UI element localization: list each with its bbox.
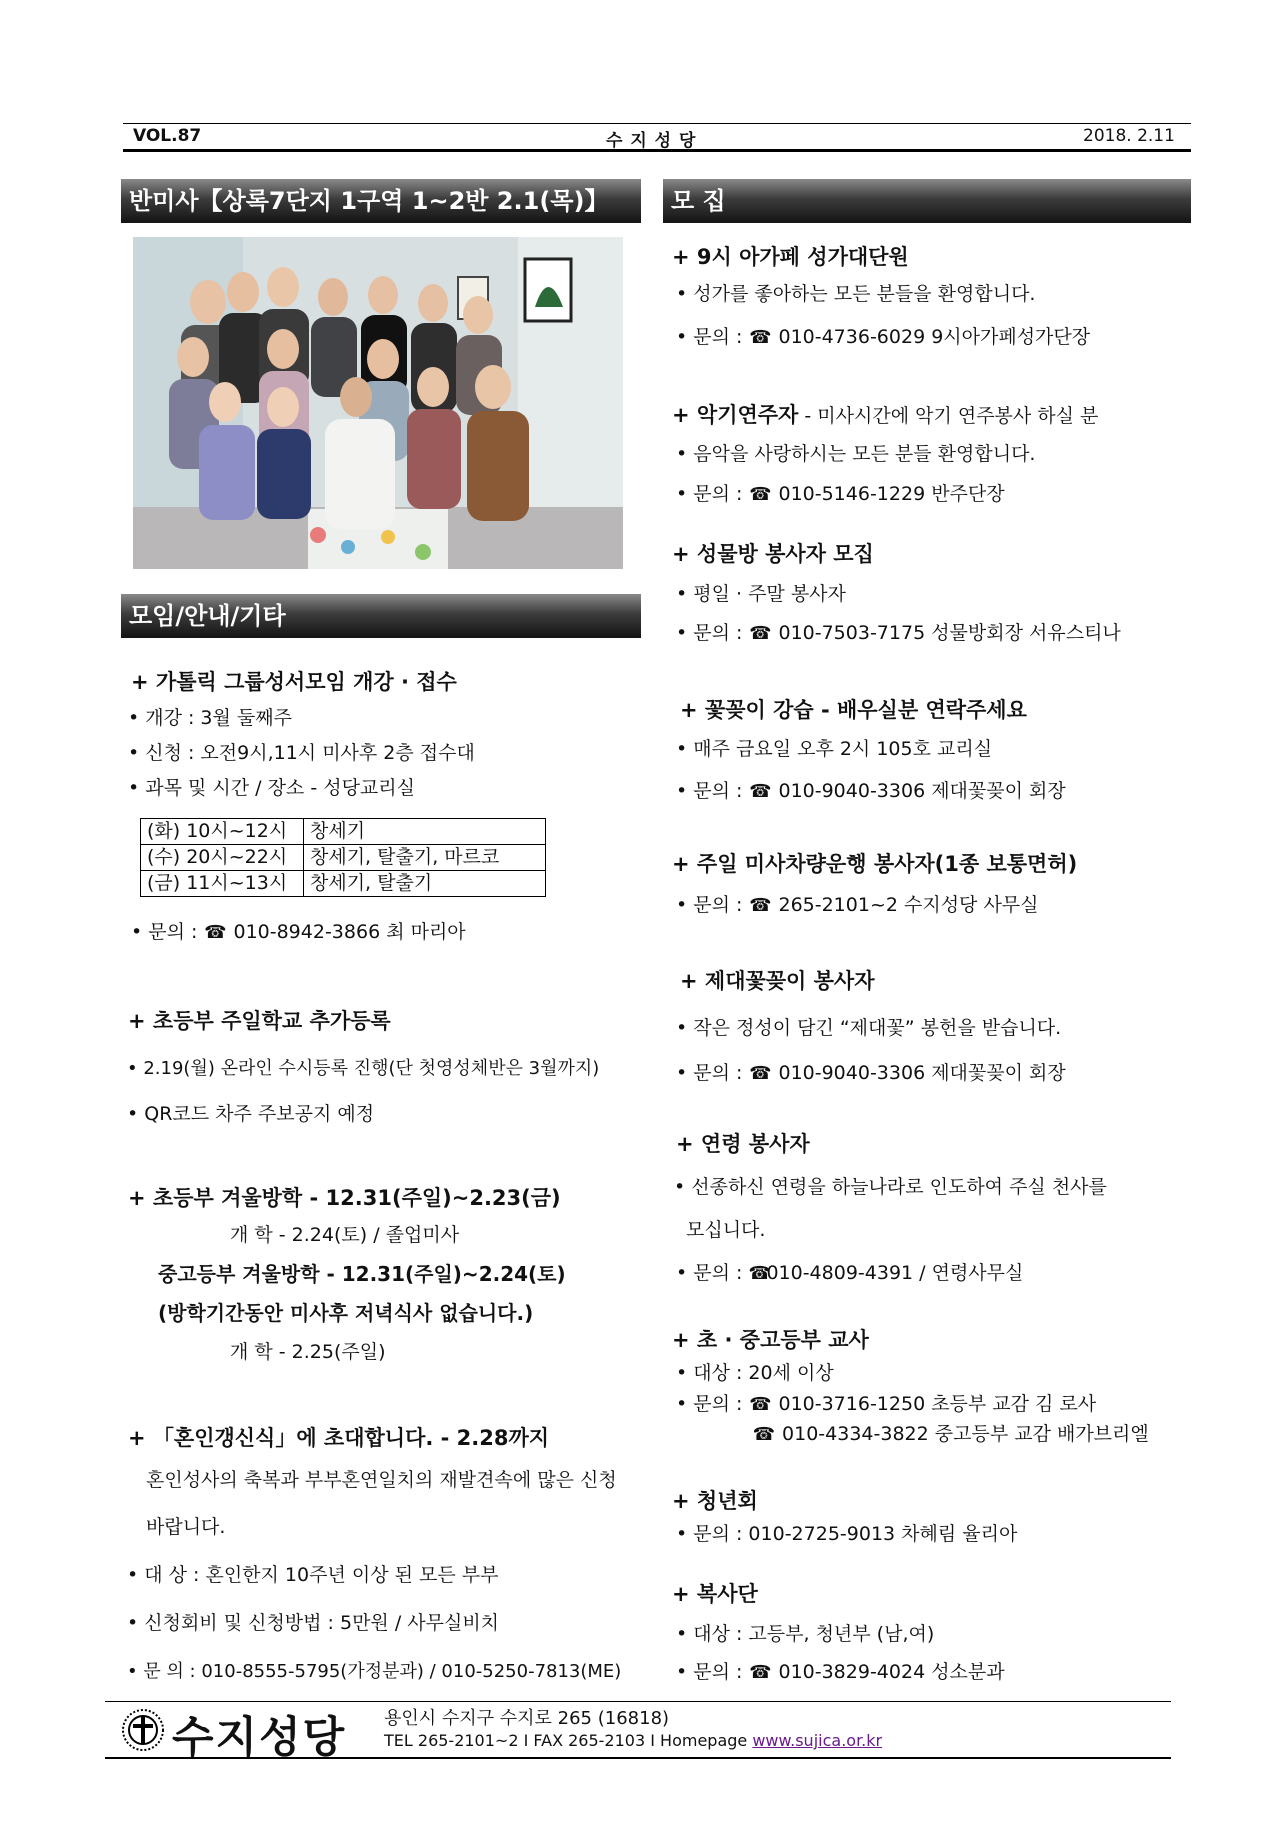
table-cell: (금) 11시~13시 <box>141 871 304 897</box>
altar-flower-contact <box>676 1061 1066 1086</box>
footer-contact <box>384 1731 882 1750</box>
telephone-icon: ☎ <box>204 922 227 943</box>
funeral-line2: 모십니다. <box>686 1219 766 1241</box>
altar-servers-contact <box>676 1660 1005 1685</box>
footer-bottom-rule <box>105 1757 1171 1759</box>
header-top-rule <box>123 123 1191 124</box>
vacation-notice: (방학기간동안 미사후 저녁식사 없습니다.) <box>158 1301 534 1325</box>
contact-text: 265-2101~2 수지성당 사무실 <box>772 894 1039 916</box>
youth-contact: • 문의 : 010-2725-9013 차혜림 율리아 <box>676 1523 1018 1545</box>
footer-top-rule <box>105 1701 1171 1702</box>
contact-text: 010-5146-1229 반주단장 <box>772 483 1005 505</box>
driver-contact <box>676 893 1039 918</box>
contact-text: 010-9040-3306 제대꽃꽂이 회장 <box>772 780 1066 802</box>
bible-apply-line: • 신청 : 오전9시,11시 미사후 2층 접수대 <box>128 742 475 764</box>
instrument-contact <box>676 482 1005 507</box>
funeral-title: + 연령 봉사자 <box>676 1132 810 1156</box>
funeral-contact <box>676 1261 1023 1286</box>
mass-banner: 반미사【상록7단지 1구역 1~2반 2.1(목)】 <box>121 179 641 223</box>
telephone-icon: ☎ <box>749 781 772 802</box>
vacation-reopen-elementary: 개 학 - 2.24(토) / 졸업미사 <box>230 1224 460 1246</box>
table-cell: (수) 20시~22시 <box>141 845 304 871</box>
renewal-desc-1: 혼인성사의 축복과 부부혼연일치의 재발견속에 많은 신청 <box>146 1469 617 1491</box>
instrument-title <box>672 402 1098 428</box>
telephone-icon: ☎ <box>749 895 772 916</box>
contact-text: 010-8942-3866 최 마리아 <box>227 921 466 943</box>
bible-contact <box>131 920 466 945</box>
bible-subject-line: • 과목 및 시간 / 장소 - 성당교리실 <box>128 777 415 799</box>
driver-title: + 주일 미사차량운행 봉사자(1종 보통면허) <box>672 852 1078 876</box>
sunday-school-line1: • 2.19(월) 온라인 수시등록 진행(단 첫영성체반은 3월까지) <box>127 1058 600 1079</box>
recruit-banner: 모 집 <box>663 179 1191 223</box>
table-cell: 창세기, 탈출기, 마르코 <box>304 845 546 871</box>
newsletter-title: 수 지 성 당 <box>606 131 697 151</box>
contact-text: 010-9040-3306 제대꽃꽂이 회장 <box>772 1062 1066 1084</box>
homepage-link[interactable]: www.sujica.or.kr <box>752 1731 883 1750</box>
instrument-title-bold: + 악기연주자 <box>672 403 799 427</box>
contact-text: 010-4736-6029 9시아가페성가단장 <box>772 326 1091 348</box>
renewal-desc-2: 바랍니다. <box>146 1516 226 1538</box>
vacation-title: + 초등부 겨울방학 - 12.31(주일)~2.23(금) <box>128 1186 561 1210</box>
contact-prefix: • 문의 : <box>676 622 749 644</box>
header-bottom-rule <box>123 149 1191 152</box>
youth-title: + 청년회 <box>672 1489 758 1513</box>
church-cross-logo <box>120 1707 166 1753</box>
telephone-icon: ☎ <box>749 623 772 644</box>
bible-group-title: + 가톨릭 그룹성서모임 개강 · 접수 <box>131 670 457 694</box>
contact-prefix: • 문의 : <box>676 780 749 802</box>
sacristy-contact <box>676 621 1121 646</box>
contact-prefix: • 문의 : <box>676 326 749 348</box>
telephone-icon: ☎ <box>749 1662 772 1683</box>
choir-contact <box>676 325 1090 350</box>
table-cell: (화) 10시~12시 <box>141 819 304 845</box>
footer-church-name: 수지성당 <box>172 1713 347 1763</box>
altar-flower-title: + 제대꽃꽂이 봉사자 <box>680 969 875 993</box>
telephone-icon: ☎ <box>752 1424 776 1445</box>
vacation-secondary: 중고등부 겨울방학 - 12.31(주일)~2.24(토) <box>158 1262 566 1286</box>
contact-prefix: • 문의 : <box>676 894 749 916</box>
funeral-line1: • 선종하신 연령을 하늘나라로 인도하여 주실 천사를 <box>674 1176 1107 1198</box>
teacher-contact-1 <box>676 1392 1096 1417</box>
meeting-banner: 모임/안내/기타 <box>121 594 641 638</box>
telephone-icon: ☎ <box>749 1394 772 1415</box>
contact-prefix: • 문의 : <box>676 1393 749 1415</box>
instrument-line1: • 음악을 사랑하시는 모든 분들 환영합니다. <box>676 443 1036 465</box>
sacristy-title: + 성물방 봉사자 모집 <box>672 542 874 566</box>
telephone-icon: ☎ <box>749 484 772 505</box>
sacristy-line1: • 평일 · 주말 봉사자 <box>676 583 846 605</box>
renewal-title: + 「혼인갱신식」에 초대합니다. - 2.28까지 <box>128 1426 550 1450</box>
contact-text: 010-7503-7175 성물방회장 서유스티나 <box>772 622 1121 644</box>
contact-text: 010-3829-4024 성소분과 <box>772 1661 1005 1683</box>
volume-number: VOL.87 <box>133 126 202 146</box>
contact-prefix: • 문의 : <box>676 1661 749 1683</box>
choir-line1: • 성가를 좋아하는 모든 분들을 환영합니다. <box>676 283 1036 305</box>
group-photo <box>133 237 623 569</box>
renewal-target: • 대 상 : 혼인한지 10주년 이상 된 모든 부부 <box>127 1564 499 1586</box>
altar-servers-line1: • 대상 : 고등부, 청년부 (남,여) <box>676 1623 935 1645</box>
footer-address: 용인시 수지구 수지로 265 (16818) <box>384 1708 670 1729</box>
table-row <box>141 871 546 897</box>
footer-phone-fax: TEL 265-2101~2 I FAX 265-2103 I Homepage <box>384 1731 753 1750</box>
teacher-contact-2 <box>752 1422 1149 1447</box>
table-cell: 창세기, 탈출기 <box>304 871 546 897</box>
bible-start-line: • 개강 : 3월 둘째주 <box>128 707 292 729</box>
contact-text: 010-4809-4391 / 연령사무실 <box>766 1262 1024 1284</box>
bible-schedule-table <box>140 818 546 897</box>
teacher-title: + 초 · 중고등부 교사 <box>672 1328 869 1352</box>
contact-prefix: • 문의 : <box>676 1262 749 1284</box>
flower-contact <box>676 779 1066 804</box>
table-row <box>141 819 546 845</box>
sunday-school-title: + 초등부 주일학교 추가등록 <box>128 1009 391 1033</box>
renewal-fee: • 신청회비 및 신청방법 : 5만원 / 사무실비치 <box>127 1612 500 1634</box>
contact-prefix: • 문의 : <box>676 483 749 505</box>
altar-flower-line1: • 작은 정성이 담긴 “제대꽃” 봉헌을 받습니다. <box>676 1017 1062 1039</box>
teacher-line1: • 대상 : 20세 이상 <box>676 1362 834 1384</box>
altar-servers-title: + 복사단 <box>672 1582 758 1606</box>
vacation-reopen-secondary: 개 학 - 2.25(주일) <box>230 1341 386 1363</box>
telephone-icon: ☎ <box>748 1263 771 1284</box>
flower-title: + 꽃꽂이 강습 - 배우실분 연락주세요 <box>680 698 1027 722</box>
renewal-contact: • 문 의 : 010-8555-5795(가정분과) / 010-5250-7813(ME) <box>127 1661 622 1682</box>
telephone-icon: ☎ <box>749 327 772 348</box>
issue-date: 2018. 2.11 <box>1083 126 1175 146</box>
contact-text: 010-3716-1250 초등부 교감 김 로사 <box>772 1393 1097 1415</box>
table-cell: 창세기 <box>304 819 546 845</box>
flower-line1: • 매주 금요일 오후 2시 105호 교리실 <box>676 738 993 760</box>
contact-text: 010-4334-3822 중고등부 교감 배가브리엘 <box>776 1423 1149 1445</box>
table-row <box>141 845 546 871</box>
sunday-school-line2: • QR코드 차주 주보공지 예정 <box>127 1103 375 1125</box>
group-photo-illustration <box>133 237 623 569</box>
choir-title: + 9시 아가페 성가대단원 <box>672 245 909 269</box>
instrument-title-rest: - 미사시간에 악기 연주봉사 하실 분 <box>798 405 1099 427</box>
telephone-icon: ☎ <box>749 1063 772 1084</box>
contact-prefix: • 문의 : <box>676 1062 749 1084</box>
contact-prefix: • 문의 : <box>131 921 204 943</box>
